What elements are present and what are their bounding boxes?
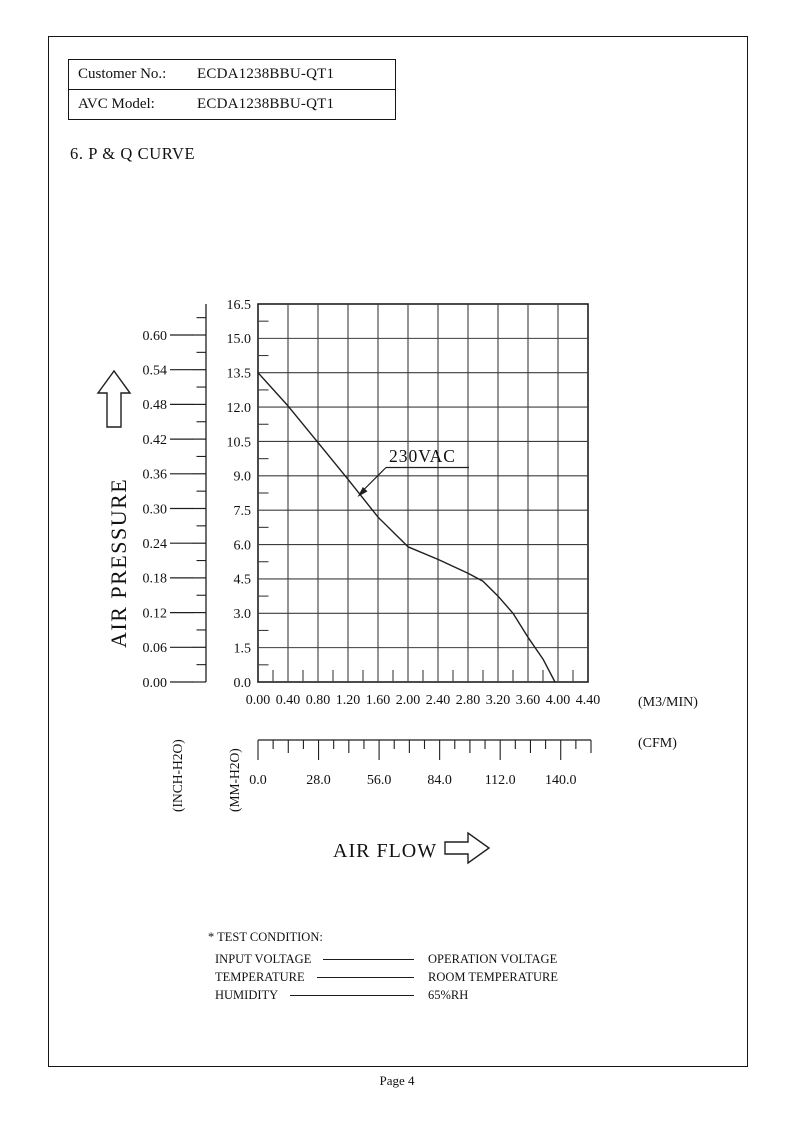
cfm-ruler [249, 740, 591, 788]
inch-tick-label: 0.42 [142, 432, 167, 448]
inch-tick-label: 0.30 [142, 502, 167, 518]
test-condition-heading: * TEST CONDITION: [208, 930, 323, 944]
series-annotation [358, 446, 470, 497]
cfm-tick-label: 140.0 [544, 773, 577, 788]
tc-left [215, 950, 420, 968]
tc-left [215, 986, 420, 1004]
x-tick-label: 4.40 [575, 693, 601, 708]
x-tick-label: 3.60 [515, 693, 541, 708]
x-tick-label: 1.20 [335, 693, 361, 708]
m3min-axis [246, 693, 601, 708]
annotation-arrowhead-icon [358, 487, 368, 497]
x-unit-label: (M3/MIN) [638, 695, 698, 710]
inch-tick-label: 0.54 [142, 363, 167, 379]
inch-tick-label: 0.12 [142, 606, 167, 622]
test-condition-row [208, 950, 568, 968]
tc-value-input-voltage: OPERATION VOLTAGE [428, 952, 558, 966]
mm-tick-label: 3.0 [233, 607, 251, 623]
cfm-tick-label: 0.0 [249, 773, 267, 788]
cfm-tick-label: 28.0 [306, 773, 331, 788]
section-title: 6. P & Q CURVE [70, 144, 196, 163]
right-arrow-icon [445, 833, 489, 863]
customer-no-label: Customer No.: [78, 66, 167, 82]
mm-tick-label: 13.5 [226, 366, 251, 382]
cfm-tick-label: 56.0 [366, 773, 392, 788]
test-condition-row [208, 968, 568, 986]
mm-tick-label: 9.0 [233, 469, 251, 485]
page-footer: Page 4 [379, 1073, 415, 1088]
mm-tick-label: 10.5 [226, 435, 251, 451]
x-axis-title: AIR FLOW [333, 840, 438, 862]
test-condition-row [208, 986, 568, 1004]
mm-tick-label: 1.5 [233, 641, 251, 657]
series-annotation-label: 230VAC [389, 446, 456, 466]
tc-value-temperature: ROOM TEMPERATURE [428, 970, 558, 984]
customer-no-value: ECDA1238BBU-QT1 [197, 66, 335, 82]
mm-h2o-axis [227, 298, 252, 691]
inch-tick-label: 0.36 [142, 467, 167, 483]
cfm-tick-label: 112.0 [484, 773, 516, 788]
tc-connector-line [290, 995, 414, 996]
mm-tick-label: 16.5 [226, 297, 251, 313]
plot-border [258, 304, 588, 682]
mm-tick-label: 12.0 [226, 400, 251, 416]
tc-label-humidity: HUMIDITY [215, 988, 279, 1002]
inch-unit-label: (INCH-H2O) [170, 739, 185, 812]
mm-tick-label: 0.0 [233, 675, 251, 691]
test-condition-block [208, 928, 568, 1004]
inch-tick-label: 0.18 [142, 571, 167, 587]
x-tick-label: 2.80 [455, 693, 481, 708]
x-tick-label: 2.00 [395, 693, 421, 708]
up-arrow-icon [98, 371, 130, 427]
x-tick-label: 3.20 [485, 693, 511, 708]
x-tick-label: 0.40 [275, 693, 301, 708]
inch-tick-label: 0.60 [142, 328, 167, 344]
inch-tick-label: 0.48 [142, 398, 167, 414]
tc-label-temperature: TEMPERATURE [215, 970, 305, 984]
x-tick-label: 4.00 [545, 693, 571, 708]
inch-h2o-axis [143, 304, 207, 691]
mm-tick-label: 7.5 [233, 503, 251, 519]
cfm-unit-label: (CFM) [638, 736, 677, 751]
tc-connector-line [323, 959, 414, 960]
y-axis-title: AIR PRESSURE [106, 477, 131, 648]
tc-connector-line [317, 977, 414, 978]
mm-tick-label: 6.0 [233, 538, 251, 554]
tc-left [215, 968, 420, 986]
chart-grid [258, 304, 588, 682]
mm-unit-label: (MM-H2O) [227, 748, 242, 812]
mm-tick-label: 4.5 [233, 572, 251, 588]
tc-value-humidity: 65%RH [428, 988, 469, 1002]
tc-label-input-voltage: INPUT VOLTAGE [215, 952, 312, 966]
inch-tick-label: 0.24 [142, 537, 167, 552]
x-tick-label: 2.40 [425, 693, 451, 708]
avc-model-label: AVC Model: [78, 96, 155, 112]
avc-model-value: ECDA1238BBU-QT1 [197, 96, 335, 112]
cfm-tick-label: 84.0 [427, 773, 452, 788]
curve-230vac [258, 373, 555, 682]
mm-tick-label: 15.0 [226, 332, 251, 348]
annotation-leader-line [361, 468, 386, 493]
inch-tick-label: 0.00 [142, 675, 167, 691]
x-tick-label: 1.60 [365, 693, 391, 708]
x-tick-label: 0.80 [305, 693, 331, 708]
inch-tick-label: 0.06 [142, 641, 167, 657]
x-tick-label: 0.00 [245, 693, 271, 708]
